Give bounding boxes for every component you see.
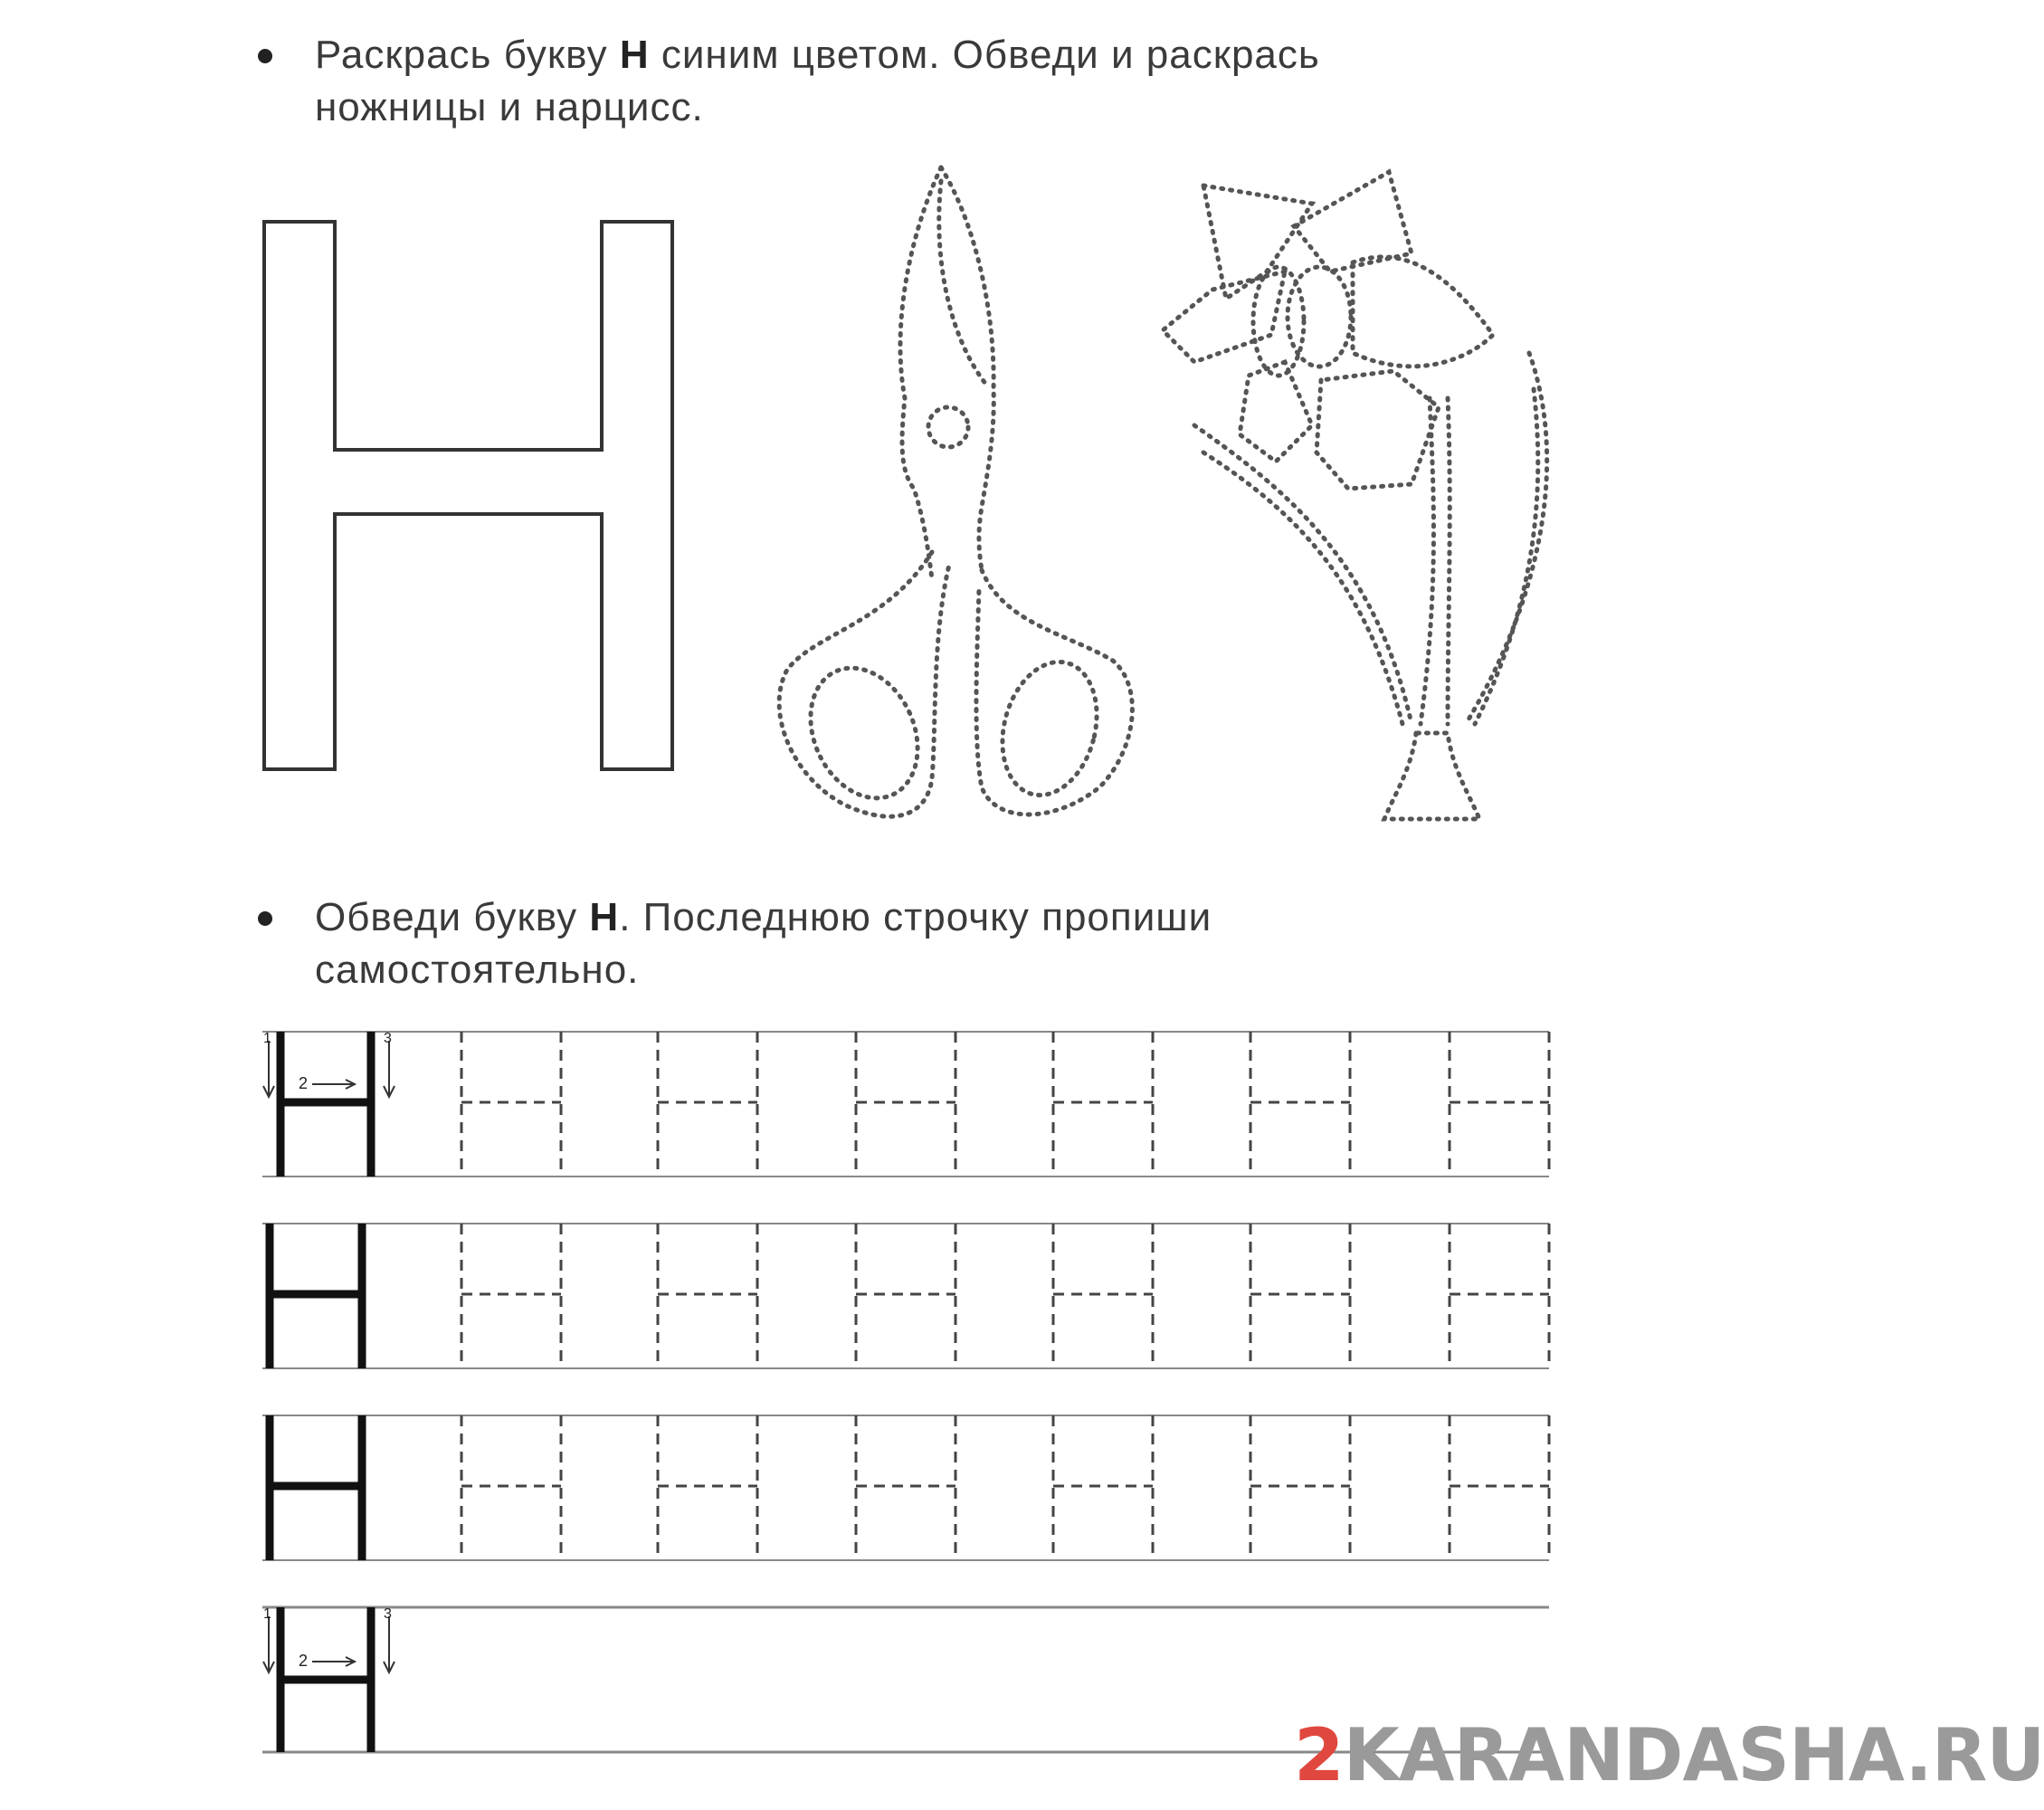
tracing-row-1 (262, 1032, 1549, 1176)
scissors-handle-left-outer (779, 552, 950, 816)
task-1-text-a: Раскрась букву (315, 33, 620, 77)
example-letter-n (280, 1032, 371, 1176)
dashed-letters (461, 1032, 1549, 1176)
stroke-arrow-3-icon (384, 1616, 395, 1672)
narcissus-petal-bottom-left (1240, 362, 1312, 462)
narcissus-trumpet-right (1288, 267, 1351, 367)
narcissus-leaf-right (1466, 353, 1547, 724)
task-1-text-b: синим цветом. Обведи и раскрась (649, 33, 1320, 77)
scissors-blade-right (941, 167, 993, 570)
example-letter-n (280, 1607, 371, 1752)
stroke-hint-2: 2 (299, 1074, 309, 1092)
scissors-blade-left (900, 167, 941, 579)
narcissus-petal-right (1353, 257, 1493, 367)
stroke-hint-1: 1 (263, 1606, 271, 1622)
site-watermark (1294, 1713, 2044, 1797)
task-1-line-2: ножницы и нарцисс. (315, 85, 704, 129)
narcissus-petal-left (1163, 272, 1285, 362)
stroke-arrow-3-icon (384, 1041, 395, 1097)
stroke-hint-3: 3 (384, 1606, 392, 1622)
task-2-line-2: самостоятельно. (315, 948, 640, 992)
narcissus-petal-bottom-right (1317, 371, 1439, 489)
scissors-handle-left-hole (790, 651, 937, 815)
stroke-arrow-1-icon (263, 1616, 274, 1672)
stroke-hint-3: 3 (384, 1031, 392, 1046)
example-letter-n (270, 1224, 362, 1368)
narcissus-leaf-left (1194, 425, 1412, 724)
example-letter-n (270, 1415, 362, 1560)
dashed-letters (461, 1224, 1549, 1368)
dotted-narcissus[interactable] (1163, 172, 1547, 819)
task-1-letter: Н (619, 33, 650, 77)
tracing-row-2 (262, 1224, 1549, 1368)
scissors-handle-right-hole (988, 652, 1110, 806)
tracing-row-3 (262, 1415, 1549, 1560)
letter-tracing-grid (262, 1032, 1549, 1752)
scissors-handle-right-outer (976, 570, 1132, 814)
stroke-arrow-1-icon (263, 1041, 274, 1097)
stroke-hint-1: 1 (263, 1031, 271, 1046)
stroke-arrow-2-icon (312, 1080, 355, 1089)
dotted-scissors[interactable] (779, 167, 1132, 816)
task-2-text-b: . Последнюю строчку пропиши (619, 895, 1212, 939)
task-2-text-a: Обведи букву (315, 895, 590, 939)
stroke-arrow-2-icon (312, 1657, 355, 1666)
scissors-screw (928, 407, 968, 447)
watermark-number: 2 (1294, 1713, 1344, 1797)
watermark-text: KARANDASHA.RU (1343, 1713, 2044, 1797)
narcissus-petal-top-right (1294, 172, 1412, 272)
big-letter-n-outline[interactable] (264, 222, 672, 769)
dashed-letters (461, 1415, 1549, 1560)
task-2-letter: Н (589, 895, 620, 939)
narcissus-base (1384, 733, 1479, 819)
stroke-hint-2: 2 (299, 1652, 309, 1670)
narcissus-stem (1421, 398, 1450, 724)
